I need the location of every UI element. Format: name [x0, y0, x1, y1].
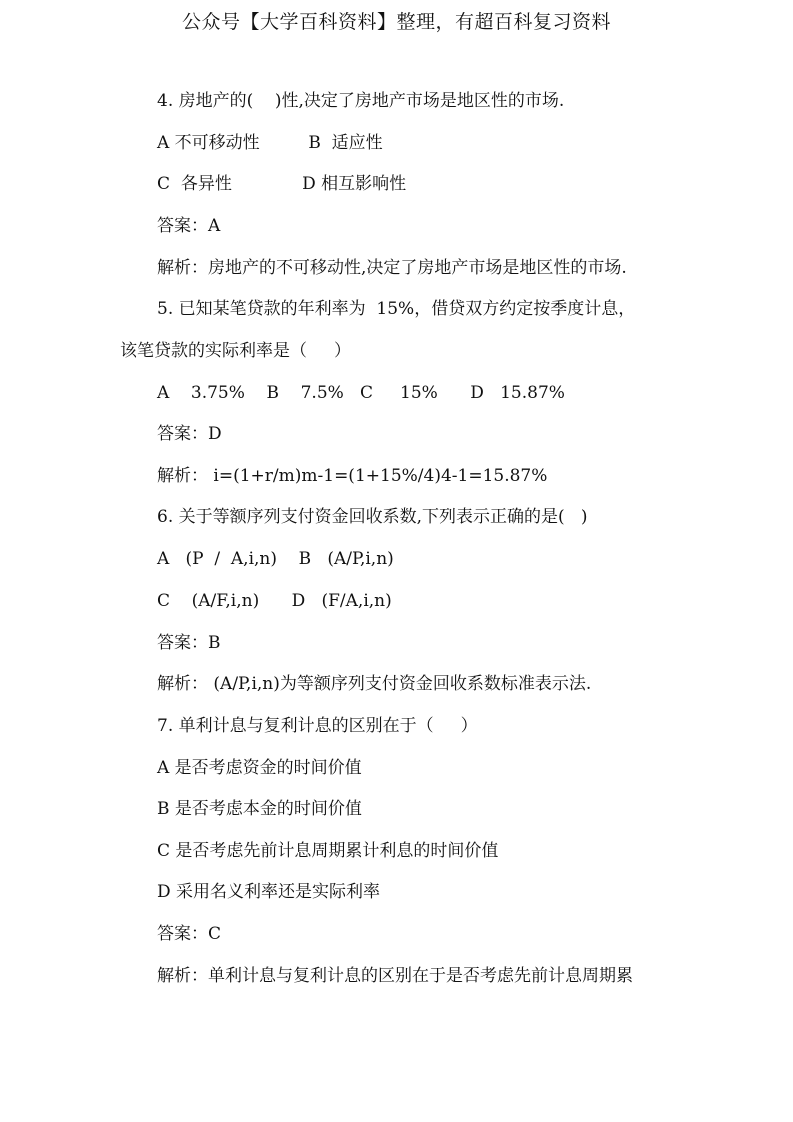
question-7-option-a: A 是否考虑资金的时间价值 — [157, 758, 362, 778]
question-5-answer: 答案：D — [157, 424, 222, 444]
question-7-option-c: C 是否考虑先前计息周期累计利息的时间价值 — [157, 841, 499, 861]
question-7-option-d: D 采用名义利率还是实际利率 — [157, 882, 381, 902]
question-6-answer: 答案：B — [157, 633, 221, 653]
question-4-stem: 4. 房地产的( )性,决定了房地产市场是地区性的市场. — [157, 91, 565, 111]
question-4-options-cd: C 各异性 D 相互影响性 — [157, 174, 407, 194]
page-header: 公众号【大学百科资料】整理，有超百科复习资料 — [181, 11, 611, 33]
question-5-stem-continued: 该笔贷款的实际利率是（ ） — [120, 341, 352, 361]
question-4-answer: 答案：A — [157, 216, 221, 236]
question-4-explanation: 解析：房地产的不可移动性,决定了房地产市场是地区性的市场. — [157, 258, 627, 278]
question-6-stem: 6. 关于等额序列支付资金回收系数,下列表示正确的是( ) — [157, 507, 588, 527]
question-5-explanation: 解析： i=(1+r/m)m-1=(1+15%/4)4-1=15.87% — [157, 466, 548, 486]
question-5-options: A 3.75% B 7.5% C 15% D 15.87% — [157, 383, 565, 403]
question-6-options-ab: A (P / A,i,n) B (A/P,i,n) — [157, 549, 394, 569]
question-4-options-ab: A 不可移动性 B 适应性 — [157, 133, 383, 153]
question-7-explanation: 解析：单利计息与复利计息的区别在于是否考虑先前计息周期累 — [157, 966, 633, 986]
question-5-stem: 5. 已知某笔贷款的年利率为 15%，借贷双方约定按季度计息， — [157, 299, 636, 319]
question-7-option-b: B 是否考虑本金的时间价值 — [157, 799, 362, 819]
question-6-explanation: 解析： (A/P,i,n)为等额序列支付资金回收系数标准表示法. — [157, 674, 592, 694]
question-7-answer: 答案：C — [157, 924, 222, 944]
question-7-stem: 7. 单利计息与复利计息的区别在于（ ） — [157, 716, 478, 736]
question-6-options-cd: C (A/F,i,n) D (F/A,i,n) — [157, 591, 392, 611]
